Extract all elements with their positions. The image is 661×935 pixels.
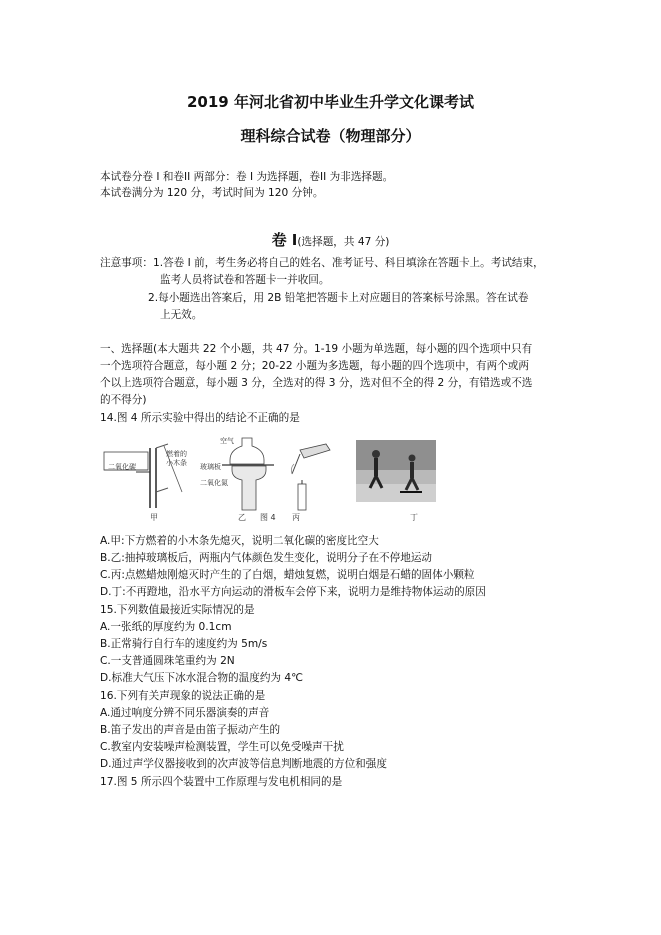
figure-4 xyxy=(100,432,540,524)
question-stem: 15.下列数值最接近实际情况的是 xyxy=(100,604,255,616)
section-note: (选择题，共 47 分) xyxy=(297,236,390,248)
part-intro-line: 一个选项符合题意，每小题 2 分；20-22 小题为多选题，每小题的四个选项中，有两个或两 xyxy=(100,360,529,372)
intro-line: 本试卷满分为 120 分，考试时间为 120 分钟。 xyxy=(100,187,324,199)
intro-line: 本试卷分卷 I 和卷II 两部分：卷 I 为选择题，卷II 为非选择题。 xyxy=(100,171,394,183)
part-intro-line: 个以上选项符合题意，每小题 3 分，全选对的得 3 分，选对但不全的得 2 分，有错选或不选 xyxy=(100,377,533,389)
section-heading xyxy=(0,229,661,250)
option-b: B.正常骑行自行车的速度约为 5m/s xyxy=(100,638,268,650)
option-a: A.一张纸的厚度约为 0.1cm xyxy=(100,621,232,633)
panel-label-yi: 乙 xyxy=(238,513,246,522)
option-d: D.标准大气压下冰水混合物的温度约为 4℃ xyxy=(100,672,304,684)
stick-label: 燃着的小木条 xyxy=(166,450,187,467)
option-a: A.通过响度分辨不同乐器演奏的声音 xyxy=(100,707,270,719)
co2-label: 二氧化碳 xyxy=(108,463,136,471)
option-a: A.甲:下方燃着的小木条先熄灭，说明二氧化碳的密度比空大 xyxy=(100,535,379,547)
panel-bing-illustration xyxy=(286,432,346,524)
exam-title: 2019 年河北省初中毕业生升学文化课考试 xyxy=(187,93,474,111)
option-d: D.通过声学仪器接收到的次声波等信息判断地震的方位和强度 xyxy=(100,758,387,770)
question-stem: 14.图 4 所示实验中得出的结论不正确的是 xyxy=(100,412,300,424)
panel-label-ding: 丁 xyxy=(410,513,418,522)
option-c: C.一支普通圆珠笔重约为 2N xyxy=(100,655,235,667)
figure-caption: 图 4 xyxy=(260,513,276,522)
panel-jia-illustration xyxy=(100,432,190,524)
air-label: 空气 xyxy=(220,437,234,445)
notice-line: 上无效。 xyxy=(160,309,203,321)
option-c: C.丙:点燃蜡烛刚熄灭时产生的了白烟，蜡烛复燃，说明白烟是石蜡的固体小颗粒 xyxy=(100,569,475,581)
option-c: C.教室内安装噪声检测装置，学生可以免受噪声干扰 xyxy=(100,741,344,753)
no2-label: 二氧化氮 xyxy=(200,479,228,487)
panel-label-bing: 丙 xyxy=(292,513,300,522)
question-stem: 17.图 5 所示四个装置中工作原理与发电机相同的是 xyxy=(100,776,343,788)
question-stem: 16.下列有关声现象的说法正确的是 xyxy=(100,690,266,702)
option-d: D.丁:不再蹬地，沿水平方向运动的滑板车会停下来，说明力是维持物体运动的原因 xyxy=(100,586,486,598)
option-b: B.笛子发出的声音是由笛子振动产生的 xyxy=(100,724,281,736)
option-b: B.乙:抽掉玻璃板后，两瓶内气体颜色发生变化，说明分子在不停地运动 xyxy=(100,552,433,564)
notice-line: 2.每小题选出答案后，用 2B 铅笔把答题卡上对应题目的答案标号涂黑。答在试卷 xyxy=(148,292,529,304)
section-title: 卷 I xyxy=(271,231,298,249)
part-intro-line: 的不得分) xyxy=(100,394,147,406)
panel-label-jia: 甲 xyxy=(150,513,158,522)
glass-label: 玻璃板 xyxy=(200,463,221,471)
panel-ding-photo xyxy=(356,440,436,502)
part-intro-line: 一、选择题(本大题共 22 个小题，共 47 分。1-19 小题为单选题，每小题的四个选项中只有 xyxy=(100,343,533,355)
notice-line: 注意事项：1.答卷 I 前，考生务必将自己的姓名、准考证号、科目填涂在答题卡上。考试结束， xyxy=(100,257,544,269)
notice-line: 监考人员将试卷和答题卡一并收回。 xyxy=(160,274,330,286)
exam-subtitle: 理科综合试卷（物理部分） xyxy=(240,127,421,145)
